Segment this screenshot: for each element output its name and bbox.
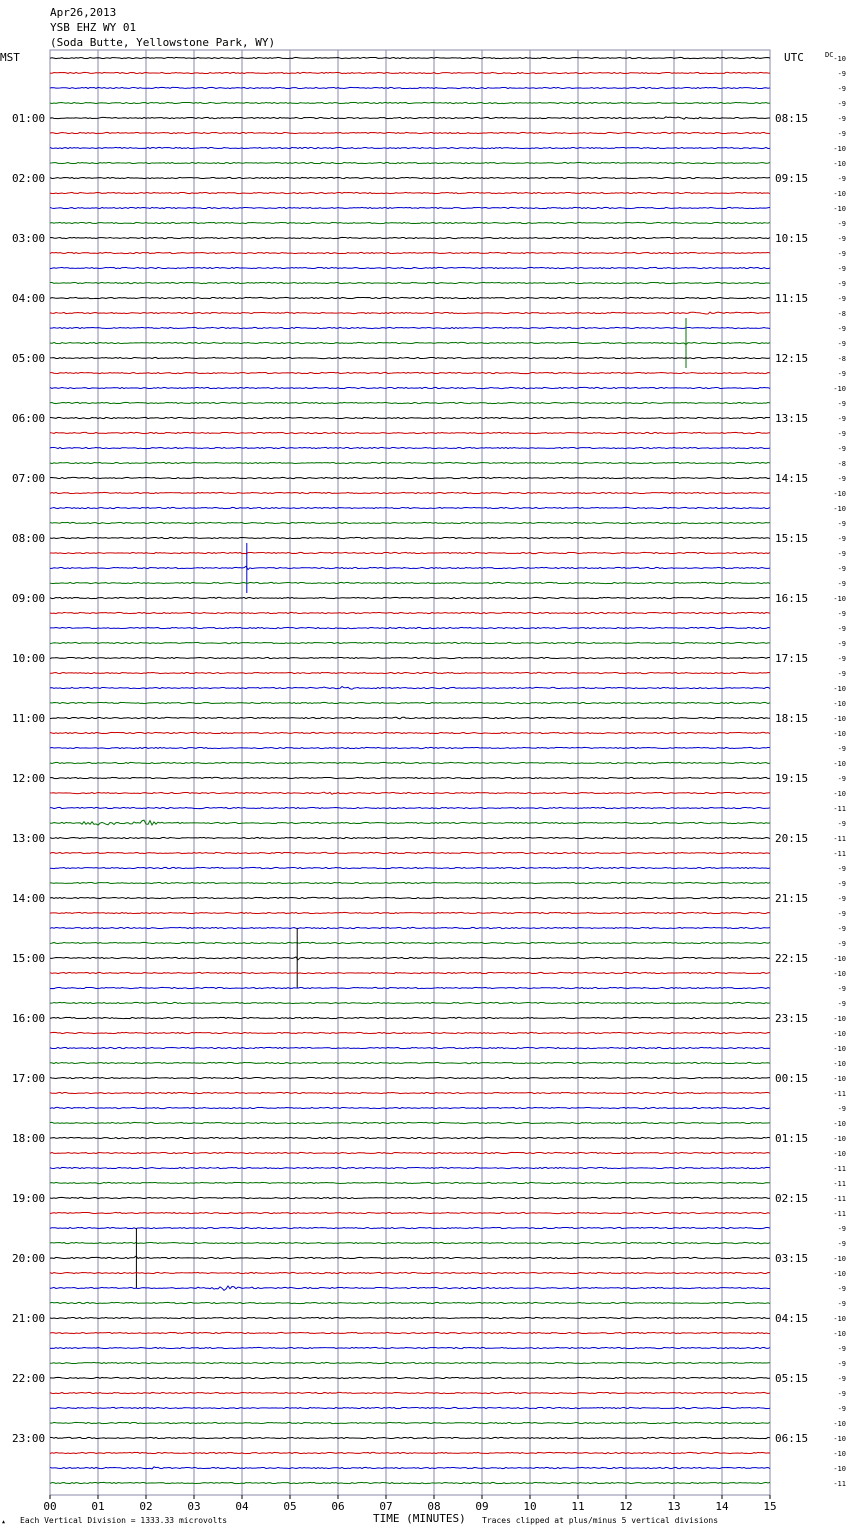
dc-offset-label: -10: [833, 190, 846, 198]
dc-offset-label: -9: [837, 475, 846, 483]
seismic-trace: [50, 957, 770, 960]
seismic-trace: [50, 566, 770, 569]
right-hour-label: 05:15: [775, 1372, 809, 1385]
x-tick-label: 14: [715, 1500, 729, 1513]
seismic-trace: [50, 1242, 770, 1243]
seismic-trace: [50, 177, 770, 178]
seismic-trace: [50, 1017, 770, 1018]
dc-offset-labels: [833, 55, 846, 1488]
seismic-trace: [50, 342, 770, 344]
dc-offset-label: -9: [837, 235, 846, 243]
dc-offset-label: -9: [837, 1240, 846, 1248]
left-hour-label: 22:00: [12, 1372, 46, 1385]
seismic-trace: [50, 162, 770, 163]
dc-offset-label: -11: [833, 850, 846, 858]
footer-clip-note: Traces clipped at plus/minus 5 vertical divisions: [482, 1516, 719, 1525]
x-tick-label: 12: [619, 1500, 633, 1513]
dc-offset-label: -10: [833, 160, 846, 168]
dc-offset-label: -10: [833, 385, 846, 393]
seismic-trace: [50, 1272, 770, 1273]
dc-offset-label: -11: [833, 1210, 846, 1218]
right-zone-label: UTC: [784, 51, 804, 64]
seismic-trace: [50, 882, 770, 883]
dc-offset-label: -9: [837, 1405, 846, 1413]
dc-offset-label: -9: [837, 280, 846, 288]
seismic-trace: [50, 1407, 770, 1408]
dc-offset-label: -9: [837, 910, 846, 918]
seismic-trace: [50, 57, 770, 58]
x-tick-label: 08: [427, 1500, 441, 1513]
dc-offset-label: -11: [833, 1180, 846, 1188]
seismic-trace: [50, 897, 770, 898]
header-date: Apr26,2013: [50, 6, 117, 19]
dc-offset-label: -10: [833, 55, 846, 63]
dc-offset-label: -10: [833, 970, 846, 978]
right-hour-label: 14:15: [775, 472, 809, 485]
seismic-trace: [50, 807, 770, 808]
seismic-trace: [50, 1107, 770, 1108]
left-hour-label: 11:00: [12, 712, 46, 725]
left-hour-label: 20:00: [12, 1252, 46, 1265]
dc-offset-label: -10: [833, 1150, 846, 1158]
seismic-trace: [50, 1137, 770, 1138]
seismic-trace: [50, 1122, 770, 1123]
dc-offset-label: -9: [837, 115, 846, 123]
dc-offset-label: -9: [837, 925, 846, 933]
dc-offset-label: -9: [837, 1345, 846, 1353]
left-hour-label: 05:00: [12, 352, 46, 365]
seismic-trace: [50, 1032, 770, 1033]
dc-offset-label: -9: [837, 415, 846, 423]
seismic-trace: [50, 372, 770, 373]
seismic-trace: [50, 627, 770, 628]
seismic-trace: [50, 1392, 770, 1393]
right-hour-label: 09:15: [775, 172, 809, 185]
seismic-trace: [50, 837, 770, 838]
seismic-trace: [50, 537, 770, 538]
seismic-trace: [50, 147, 770, 148]
dc-offset-label: -10: [833, 1450, 846, 1458]
right-hour-label: 02:15: [775, 1192, 809, 1205]
seismic-trace: [50, 1002, 770, 1003]
dc-offset-label: -9: [837, 1000, 846, 1008]
dc-offset-label: -10: [833, 1270, 846, 1278]
seismic-trace: [50, 867, 770, 868]
right-hour-label: 19:15: [775, 772, 809, 785]
seismic-trace: [50, 702, 770, 703]
seismic-trace: [50, 1092, 770, 1093]
seismic-trace: [50, 1467, 770, 1469]
seismic-trace: [50, 717, 770, 719]
seismic-trace: [50, 852, 770, 853]
dc-offset-label: -11: [833, 1090, 846, 1098]
dc-offset-label: -10: [833, 955, 846, 963]
dc-offset-label: -10: [833, 205, 846, 213]
dc-offset-label: -9: [837, 130, 846, 138]
left-hour-label: 10:00: [12, 652, 46, 665]
seismic-trace: [50, 222, 770, 223]
dc-offset-label: -9: [837, 175, 846, 183]
seismic-trace: [50, 102, 770, 103]
seismic-trace: [50, 357, 770, 358]
right-hour-label: 01:15: [775, 1132, 809, 1145]
seismic-trace: [50, 1047, 770, 1048]
right-hour-label: 17:15: [775, 652, 809, 665]
seismic-trace: [50, 612, 770, 613]
x-tick-label: 04: [235, 1500, 249, 1513]
dc-offset-label: -11: [833, 805, 846, 813]
dc-offset-label: -10: [833, 685, 846, 693]
seismic-trace: [50, 1152, 770, 1153]
dc-offset-label: -10: [833, 700, 846, 708]
left-hour-label: 23:00: [12, 1432, 46, 1445]
dc-offset-label: -10: [833, 1255, 846, 1263]
left-hour-label: 03:00: [12, 232, 46, 245]
x-tick-label: 13: [667, 1500, 681, 1513]
left-hour-label: 12:00: [12, 772, 46, 785]
seismic-trace: [50, 582, 770, 583]
dc-offset-label: -10: [833, 1045, 846, 1053]
dc-offset-label: -10: [833, 715, 846, 723]
right-hour-label: 16:15: [775, 592, 809, 605]
left-hour-label: 17:00: [12, 1072, 46, 1085]
seismic-trace: [50, 282, 770, 283]
seismic-trace: [50, 686, 770, 689]
seismic-trace: [50, 1482, 770, 1483]
dc-offset-label: -10: [833, 490, 846, 498]
dc-offset-label: -9: [837, 1300, 846, 1308]
dc-offset-label: -10: [833, 1060, 846, 1068]
dc-offset-label: -8: [837, 460, 846, 468]
seismic-trace: [50, 267, 770, 268]
seismic-trace: [50, 1256, 770, 1258]
dc-offset-label: -9: [837, 325, 846, 333]
dc-offset-label: -9: [837, 625, 846, 633]
x-tick-label: 00: [43, 1500, 57, 1513]
seismic-trace: [50, 237, 770, 238]
x-tick-label: 02: [139, 1500, 153, 1513]
dc-offset-label: -9: [837, 430, 846, 438]
seismic-trace: [50, 987, 770, 988]
dc-offset-label: -9: [837, 1105, 846, 1113]
dc-offset-label: -11: [833, 1195, 846, 1203]
seismic-trace: [50, 417, 770, 418]
seismic-trace: [50, 1167, 770, 1168]
left-hour-labels: [12, 112, 45, 1445]
seismic-trace: [50, 312, 770, 314]
dc-offset-label: -10: [833, 1435, 846, 1443]
left-hour-label: 19:00: [12, 1192, 46, 1205]
dc-offset-label: -9: [837, 535, 846, 543]
dc-offset-label: -9: [837, 370, 846, 378]
dc-offset-label: -9: [837, 1360, 846, 1368]
seismic-trace: [50, 732, 770, 733]
dc-offset-label: -9: [837, 520, 846, 528]
dc-offset-label: -9: [837, 340, 846, 348]
seismic-trace: [50, 820, 770, 825]
seismic-trace: [50, 972, 770, 973]
left-hour-label: 01:00: [12, 112, 46, 125]
dc-offset-label: -10: [833, 1075, 846, 1083]
plot-frame: [50, 50, 770, 1495]
right-hour-label: 06:15: [775, 1432, 809, 1445]
dc-offset-label: -9: [837, 1375, 846, 1383]
seismic-trace: [50, 522, 770, 523]
seismic-trace: [50, 87, 770, 88]
dc-offset-label: -10: [833, 730, 846, 738]
seismic-trace: [50, 1302, 770, 1303]
dc-offset-label: -10: [833, 145, 846, 153]
left-zone-label: MST: [0, 51, 20, 64]
seismic-trace: [50, 1286, 770, 1290]
dc-offset-label: -9: [837, 1285, 846, 1293]
seismic-trace: [50, 492, 770, 493]
x-tick-label: 11: [571, 1500, 585, 1513]
x-tick-label: 05: [283, 1500, 297, 1513]
left-hour-label: 14:00: [12, 892, 46, 905]
left-hour-label: 21:00: [12, 1312, 46, 1325]
right-hour-label: 23:15: [775, 1012, 809, 1025]
seismic-trace: [50, 1347, 770, 1348]
x-tick-label: 03: [187, 1500, 201, 1513]
left-hour-label: 13:00: [12, 832, 46, 845]
dc-label: DC: [825, 51, 834, 59]
seismic-trace: [50, 207, 770, 208]
dc-offset-label: -9: [837, 70, 846, 78]
seismic-trace: [50, 1452, 770, 1453]
seismic-trace: [50, 597, 770, 598]
x-axis-ticks: [43, 1495, 776, 1513]
dc-offset-label: -9: [837, 580, 846, 588]
header-station: YSB EHZ WY 01: [50, 21, 137, 34]
dc-offset-label: -10: [833, 505, 846, 513]
seismic-trace: [50, 672, 770, 673]
dc-offset-label: -9: [837, 265, 846, 273]
dc-offset-label: -9: [837, 400, 846, 408]
right-hour-label: 00:15: [775, 1072, 809, 1085]
seismic-trace: [50, 387, 770, 388]
dc-offset-label: -9: [837, 670, 846, 678]
grid-layer: [50, 50, 770, 1495]
right-hour-label: 04:15: [775, 1312, 809, 1325]
dc-offset-label: -9: [837, 550, 846, 558]
seismic-trace: [50, 432, 770, 433]
seismic-trace: [50, 777, 770, 778]
right-hour-label: 08:15: [775, 112, 809, 125]
x-tick-label: 06: [331, 1500, 345, 1513]
left-hour-label: 16:00: [12, 1012, 46, 1025]
dc-offset-label: -10: [833, 595, 846, 603]
left-hour-label: 09:00: [12, 592, 46, 605]
dc-offset-label: -11: [833, 1480, 846, 1488]
right-hour-label: 15:15: [775, 532, 809, 545]
dc-offset-label: -11: [833, 835, 846, 843]
seismic-trace: [50, 1362, 770, 1363]
x-tick-label: 15: [763, 1500, 777, 1513]
dc-offset-label: -10: [833, 1315, 846, 1323]
x-tick-label: 01: [91, 1500, 105, 1513]
seismic-trace: [50, 1227, 770, 1228]
dc-offset-label: -8: [837, 310, 846, 318]
dc-offset-label: -9: [837, 1225, 846, 1233]
footer-scale-note: Each Vertical Division = 1333.33 microvolts: [20, 1516, 228, 1525]
right-hour-label: 12:15: [775, 352, 809, 365]
dc-offset-label: -9: [837, 640, 846, 648]
x-tick-label: 07: [379, 1500, 393, 1513]
left-hour-label: 06:00: [12, 412, 46, 425]
dc-offset-label: -9: [837, 295, 846, 303]
dc-offset-label: -10: [833, 1120, 846, 1128]
dc-offset-label: -9: [837, 565, 846, 573]
dc-offset-label: -9: [837, 865, 846, 873]
seismic-trace: [50, 1437, 770, 1438]
seismic-trace: [50, 552, 770, 553]
seismic-trace: [50, 1422, 770, 1423]
seismic-trace: [50, 72, 770, 73]
x-axis-title: TIME (MINUTES): [373, 1512, 466, 1525]
dc-offset-label: -9: [837, 880, 846, 888]
seismic-trace: [50, 327, 770, 328]
left-hour-label: 07:00: [12, 472, 46, 485]
seismic-trace: [50, 252, 770, 253]
left-hour-label: 15:00: [12, 952, 46, 965]
dc-offset-label: -9: [837, 985, 846, 993]
seismic-trace: [50, 1197, 770, 1198]
x-tick-label: 09: [475, 1500, 489, 1513]
dc-offset-label: -9: [837, 820, 846, 828]
seismic-trace: [50, 1077, 770, 1078]
seismic-trace: [50, 747, 770, 748]
seismic-trace: [50, 477, 770, 478]
left-hour-label: 02:00: [12, 172, 46, 185]
seismic-trace: [50, 912, 770, 913]
dc-offset-label: -9: [837, 445, 846, 453]
seismic-trace: [50, 1332, 770, 1333]
seismic-trace: [50, 942, 770, 943]
seismic-trace: [50, 1182, 770, 1183]
seismic-trace: [50, 192, 770, 193]
seismic-trace: [50, 402, 770, 403]
seismic-trace: [50, 1062, 770, 1063]
footer-logo-mark: ▲: [2, 1519, 6, 1525]
right-hour-label: 11:15: [775, 292, 809, 305]
dc-offset-label: -9: [837, 250, 846, 258]
dc-offset-label: -10: [833, 1330, 846, 1338]
right-hour-label: 21:15: [775, 892, 809, 905]
seismic-trace: [50, 927, 770, 928]
seismic-trace: [50, 792, 770, 794]
seismic-trace: [50, 117, 770, 119]
seismic-trace: [50, 1212, 770, 1213]
dc-offset-label: -10: [833, 1135, 846, 1143]
seismic-trace: [50, 507, 770, 508]
seismic-trace: [50, 762, 770, 763]
dc-offset-label: -9: [837, 775, 846, 783]
dc-offset-label: -8: [837, 355, 846, 363]
dc-offset-label: -10: [833, 1030, 846, 1038]
right-hour-label: 18:15: [775, 712, 809, 725]
dc-offset-label: -10: [833, 1015, 846, 1023]
seismic-trace: [50, 1317, 770, 1318]
dc-offset-label: -9: [837, 745, 846, 753]
header-location: (Soda Butte, Yellowstone Park, WY): [50, 36, 276, 49]
seismic-trace: [50, 132, 770, 133]
dc-offset-label: -11: [833, 1165, 846, 1173]
right-hour-label: 13:15: [775, 412, 809, 425]
right-hour-label: 10:15: [775, 232, 809, 245]
right-hour-label: 22:15: [775, 952, 809, 965]
right-hour-label: 03:15: [775, 1252, 809, 1265]
dc-offset-label: -9: [837, 895, 846, 903]
dc-offset-label: -10: [833, 1420, 846, 1428]
dc-offset-label: -9: [837, 940, 846, 948]
dc-offset-label: -9: [837, 85, 846, 93]
seismic-trace: [50, 297, 770, 298]
dc-offset-label: -10: [833, 760, 846, 768]
seismic-trace: [50, 657, 770, 658]
left-hour-label: 04:00: [12, 292, 46, 305]
seismic-trace: [50, 447, 770, 448]
seismic-trace: [50, 1377, 770, 1378]
trace-layer: [50, 57, 770, 1483]
x-tick-label: 10: [523, 1500, 537, 1513]
dc-offset-label: -9: [837, 655, 846, 663]
left-hour-label: 18:00: [12, 1132, 46, 1145]
left-hour-label: 08:00: [12, 532, 46, 545]
dc-offset-label: -10: [833, 790, 846, 798]
seismic-trace: [50, 462, 770, 463]
dc-offset-label: -9: [837, 1390, 846, 1398]
dc-offset-label: -9: [837, 100, 846, 108]
dc-offset-label: -9: [837, 610, 846, 618]
right-hour-labels: [775, 112, 808, 1445]
dc-offset-label: -9: [837, 220, 846, 228]
dc-offset-label: -10: [833, 1465, 846, 1473]
right-hour-label: 20:15: [775, 832, 809, 845]
seismic-trace: [50, 642, 770, 643]
